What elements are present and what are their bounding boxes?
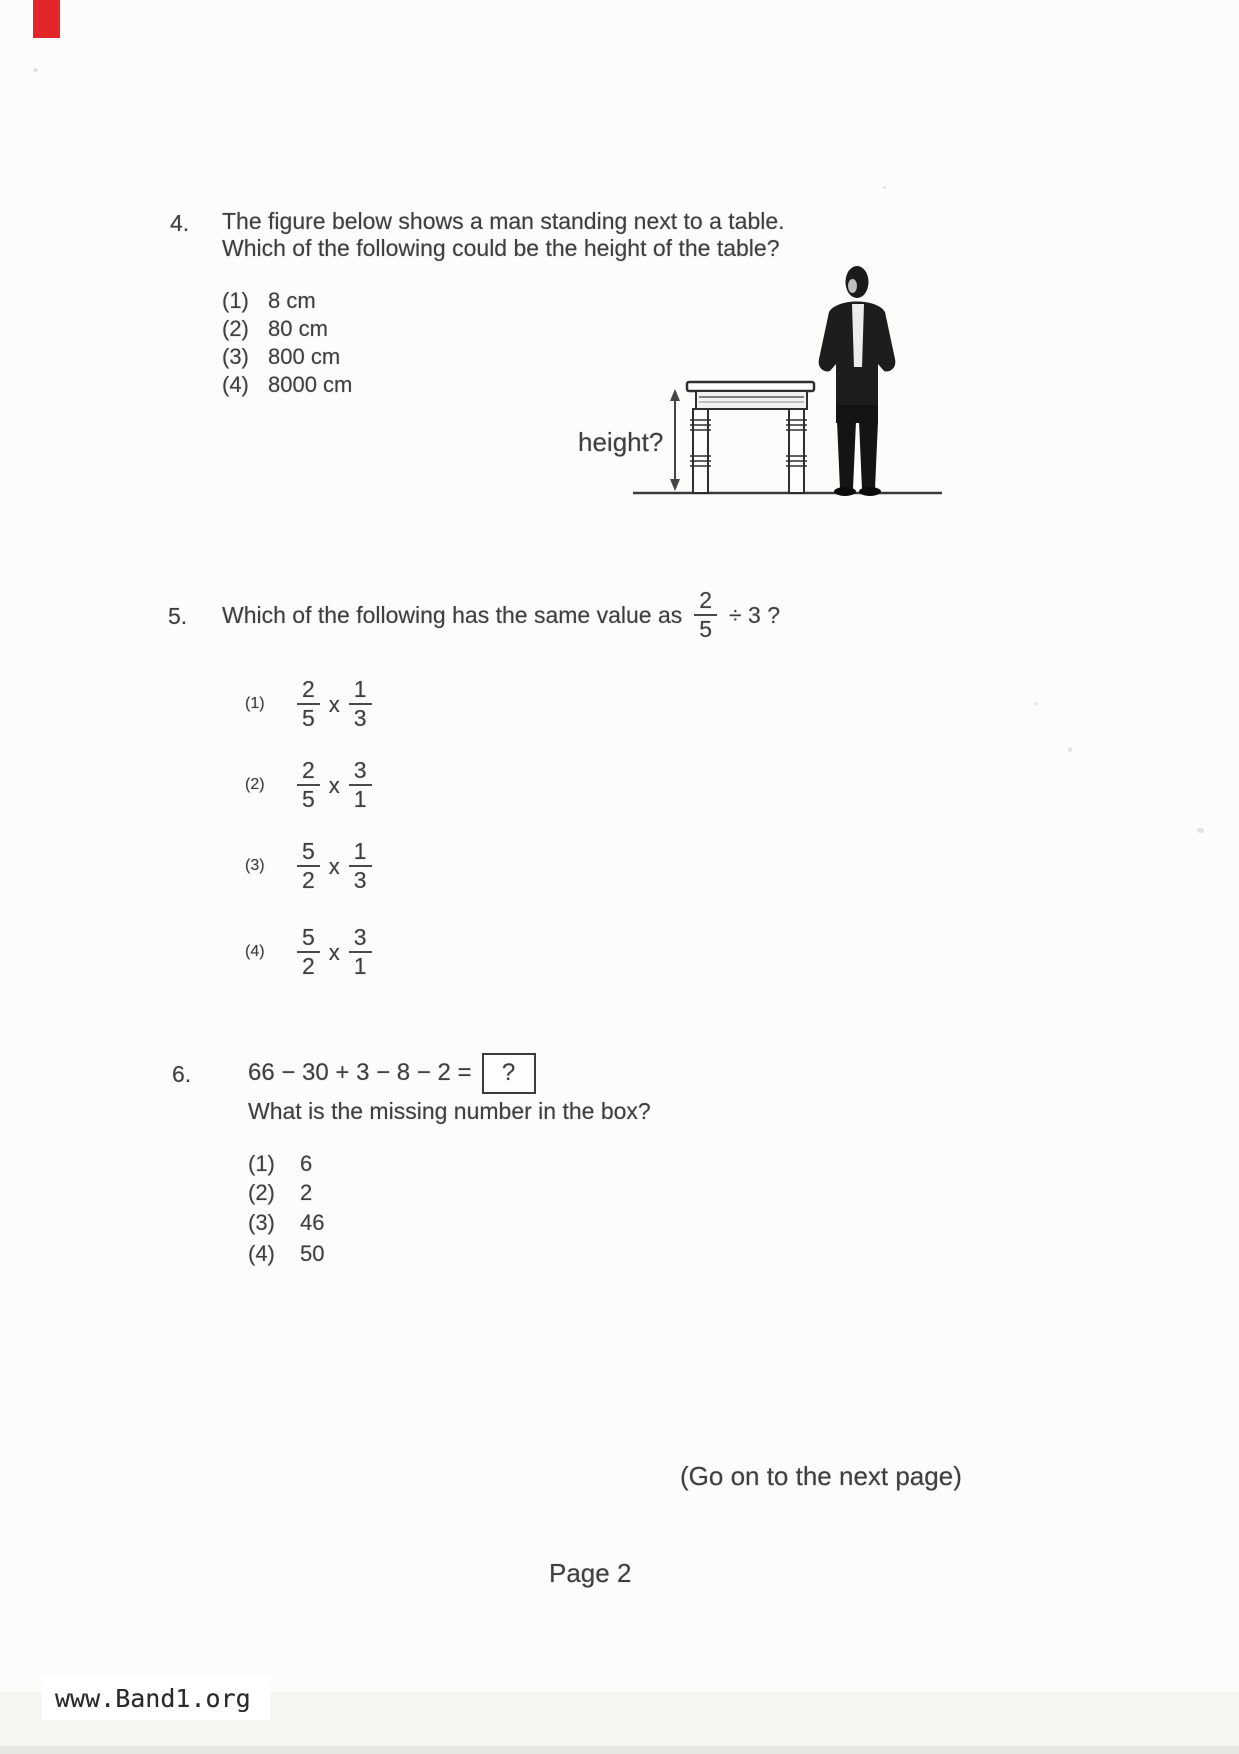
option-label: (2): [248, 1180, 275, 1205]
scan-speck: [33, 68, 38, 72]
option-label: (2): [222, 316, 249, 341]
question-number: 4.: [170, 210, 190, 236]
answer-option: [245, 676, 372, 732]
fraction: $\frac{1}{3}$: [349, 840, 372, 893]
multiply-sign: x: [328, 692, 340, 717]
option-value: 8000 cm: [268, 372, 353, 397]
question-text-line1: The figure below shows a man standing next to a table.: [222, 208, 785, 234]
fraction: $\frac{5}{2}$: [297, 926, 320, 979]
option-value: 2: [300, 1180, 313, 1205]
answer-option: [245, 924, 372, 980]
stem-text: Which of the following has the same value as: [222, 601, 683, 628]
site-watermark: www.Band1.org: [55, 1684, 251, 1713]
option-label: (3): [248, 1210, 275, 1235]
option-label: (3): [222, 344, 249, 369]
option-label: (4): [248, 1241, 275, 1266]
option-label: (1): [245, 695, 265, 712]
question-stem: [222, 584, 780, 646]
box-question-mark: ?: [501, 1059, 516, 1086]
red-scan-tab: [33, 0, 60, 38]
man-figure: [819, 266, 896, 496]
option-value: 800 cm: [268, 344, 341, 369]
stem-operator-text: ÷ 3 ?: [729, 601, 781, 628]
option-label: (4): [222, 372, 249, 397]
scan-speck: [1035, 702, 1038, 705]
equation-text: 66 − 30 + 3 − 8 − 2 =: [248, 1059, 472, 1086]
fraction: $\frac{3}{1}$: [349, 926, 372, 979]
fraction: $\frac{2}{5}$: [297, 678, 320, 731]
option-label: (1): [222, 288, 249, 313]
question-text-line2: Which of the following could be the height of the table?: [222, 235, 780, 261]
multiply-sign: x: [328, 773, 340, 798]
height-arrow-icon: [670, 389, 680, 491]
fraction: $\frac{2}{5}$: [694, 589, 717, 642]
answer-option: [248, 1150, 312, 1178]
option-label: (3): [245, 857, 265, 874]
answer-option: [245, 838, 372, 894]
answer-option: [248, 1240, 324, 1268]
option-label: (2): [245, 776, 265, 793]
fraction: $\frac{2}{5}$: [297, 759, 320, 812]
fraction: $\frac{3}{1}$: [349, 759, 372, 812]
answer-option: [248, 1179, 312, 1207]
option-value: 80 cm: [268, 316, 328, 341]
answer-option: [245, 757, 372, 813]
option-label: (1): [248, 1151, 275, 1176]
scan-speck: [1197, 828, 1204, 833]
man-and-table-figure: [560, 255, 950, 505]
fraction: $\frac{5}{2}$: [297, 840, 320, 893]
answer-option: [222, 371, 352, 399]
page-number-label: Page 2: [549, 1558, 632, 1588]
question-number: 6.: [172, 1061, 192, 1087]
height-label: height?: [578, 427, 664, 457]
fraction: $\frac{1}{3}$: [349, 678, 372, 731]
answer-option: [222, 343, 340, 371]
option-value: 8 cm: [268, 288, 316, 313]
scan-speck: [1068, 747, 1072, 752]
multiply-sign: x: [328, 854, 340, 879]
answer-option: [222, 315, 328, 343]
option-label: (4): [245, 943, 265, 960]
question-text-line2: What is the missing number in the box?: [248, 1098, 651, 1124]
scan-bottom-edge: [0, 1746, 1239, 1754]
multiply-sign: x: [328, 940, 340, 965]
scan-speck: [883, 186, 886, 189]
option-value: 50: [300, 1241, 325, 1266]
continue-note: (Go on to the next page): [680, 1461, 962, 1491]
table-figure: [687, 382, 814, 493]
option-value: 6: [300, 1151, 313, 1176]
question-number: 5.: [168, 603, 188, 629]
answer-option: [248, 1209, 324, 1237]
equation-row: [248, 1050, 536, 1096]
missing-number-box: [482, 1053, 536, 1094]
option-value: 46: [300, 1210, 325, 1235]
answer-option: [222, 287, 316, 315]
